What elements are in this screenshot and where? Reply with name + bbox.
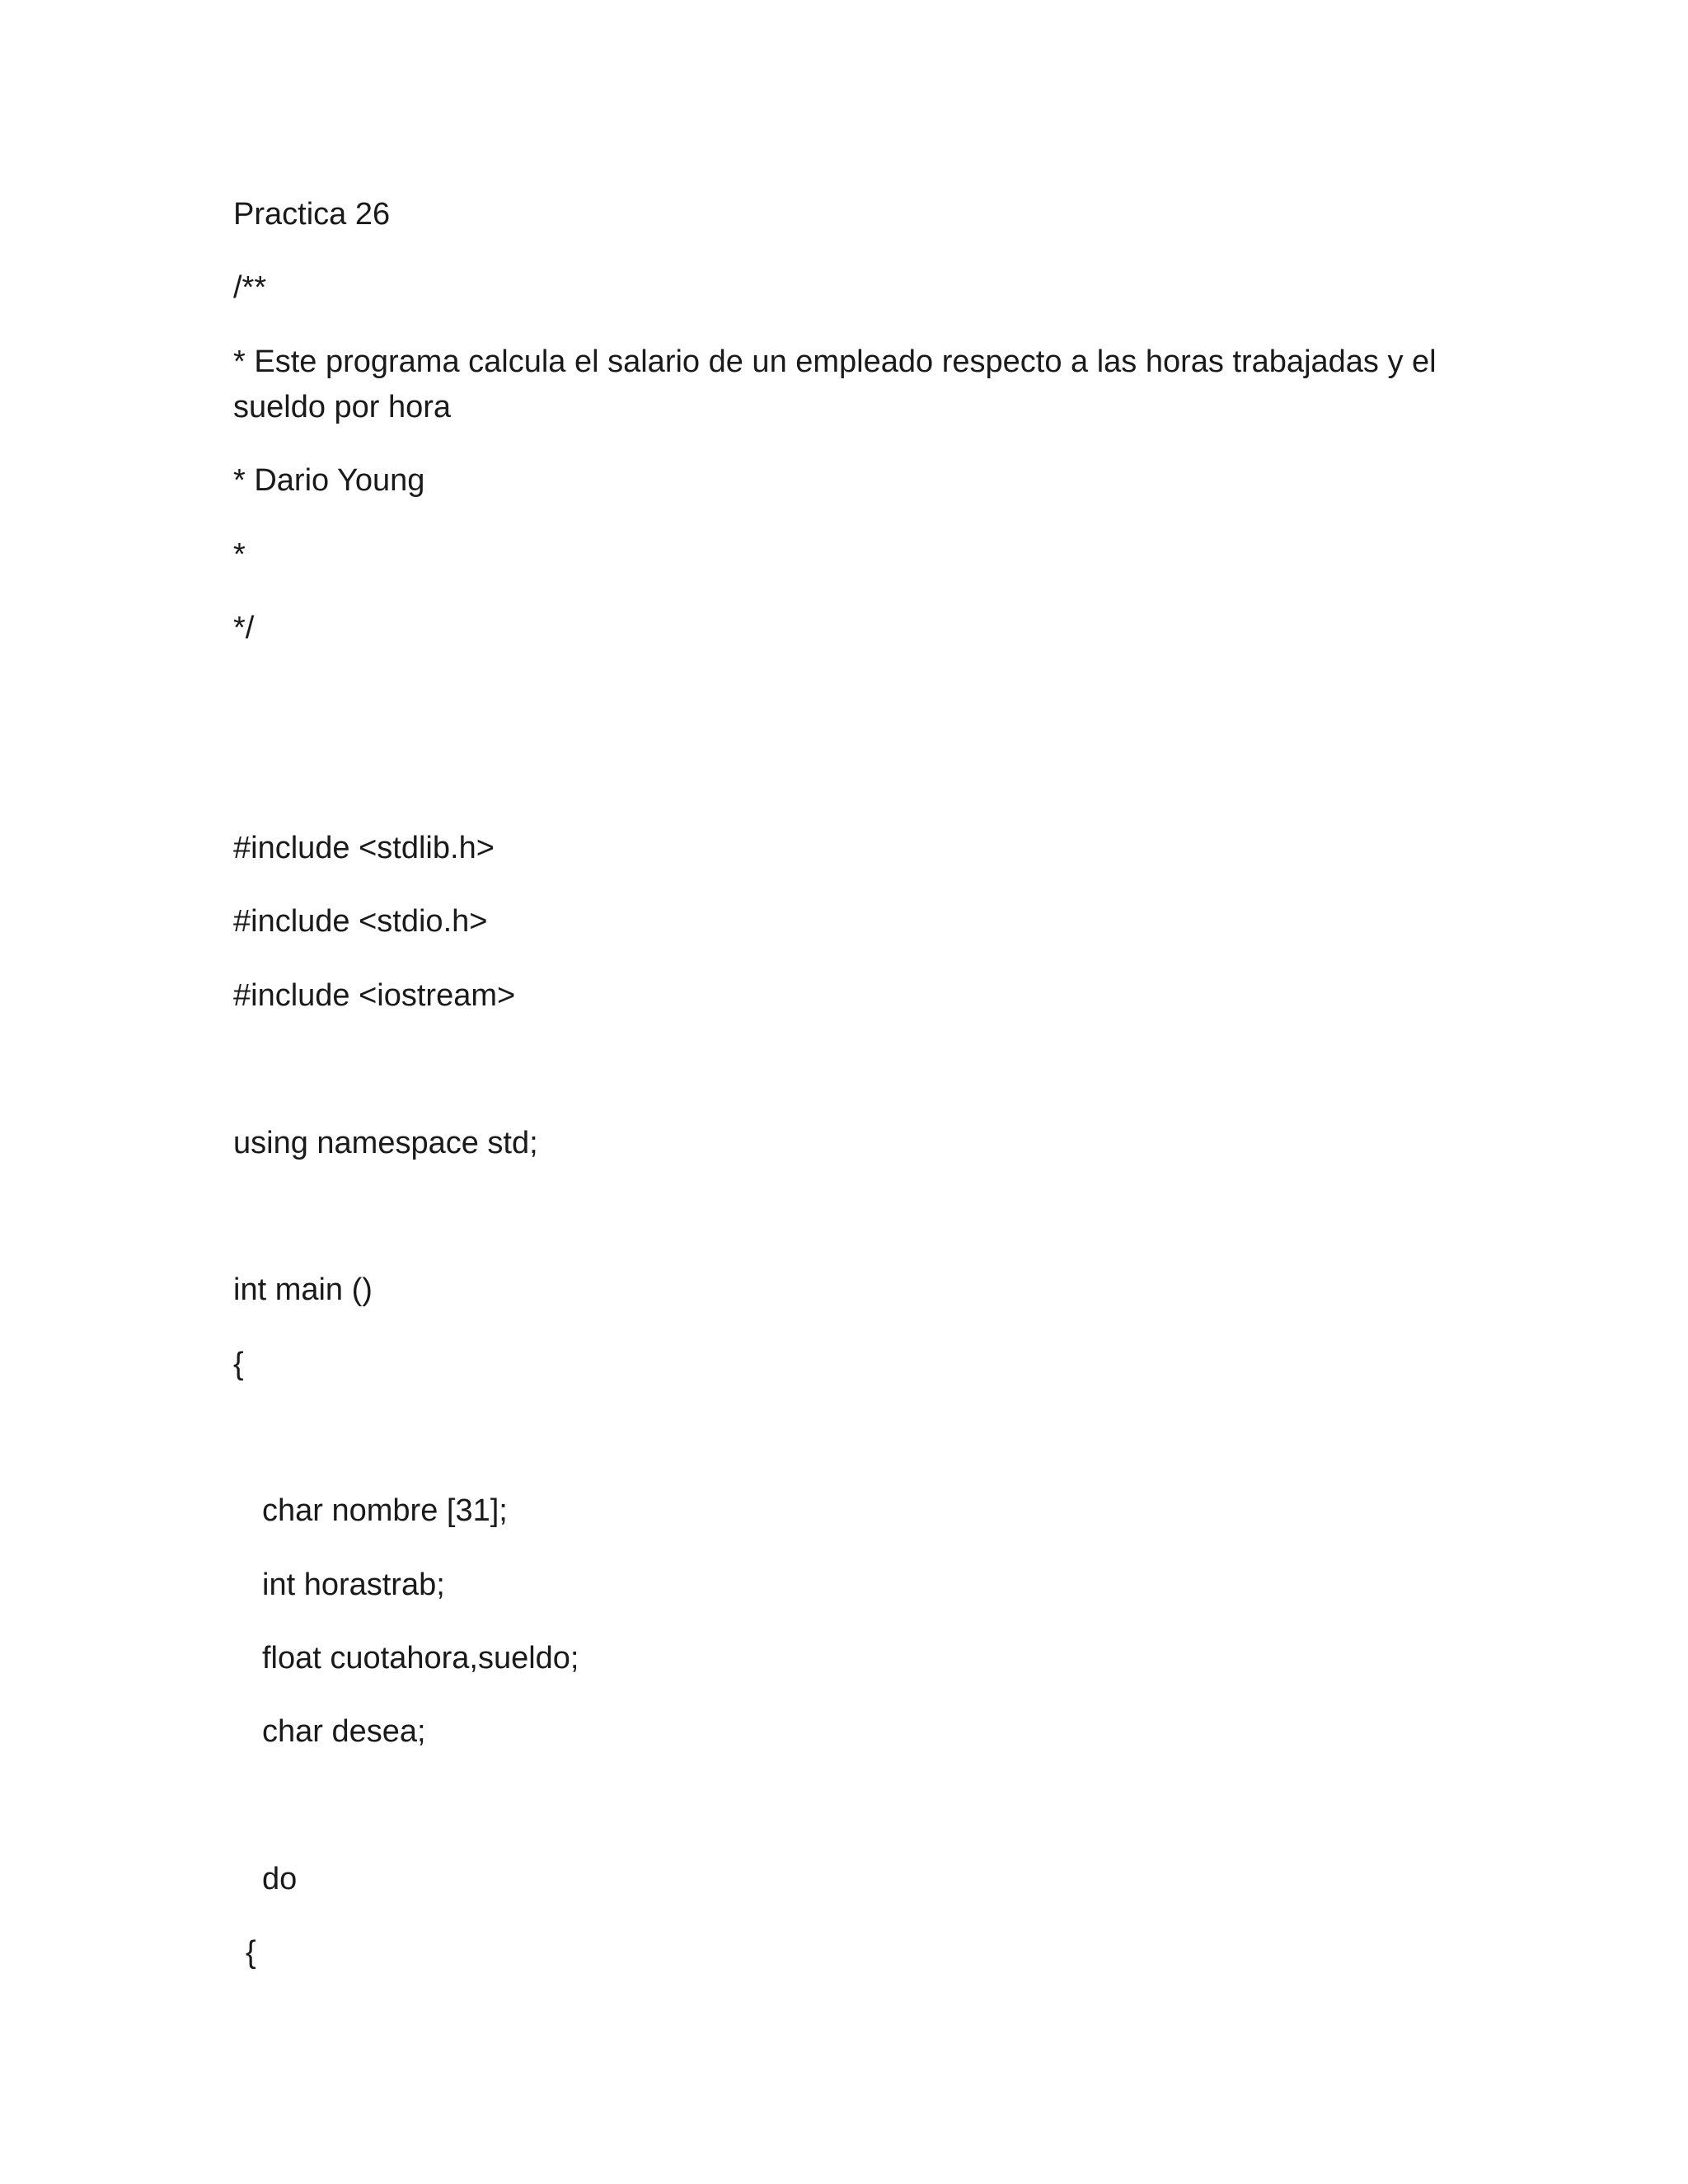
include-stdio: #include <stdio.h> [233,904,488,939]
comment-description-line-1: * Este programa calcula el salario de un empleado respecto a las horas trabajadas y el [233,344,1437,379]
namespace-line: using namespace std; [233,1126,538,1160]
declaration-desea: char desea; [262,1714,426,1749]
include-iostream: #include <iostream> [233,978,516,1013]
declaration-cuotahora-sueldo: float cuotahora,sueldo; [262,1641,579,1675]
comment-description-line-2: sueldo por hora [233,390,452,424]
do-open-brace: { [246,1935,256,1970]
comment-close: */ [233,611,255,645]
document-title: Practica 26 [233,197,391,232]
main-signature: int main () [233,1272,373,1307]
do-keyword: do [262,1862,298,1896]
include-stdlib: #include <stdlib.h> [233,831,495,865]
comment-open: /** [233,270,267,305]
main-open-brace: { [233,1347,244,1381]
declaration-nombre: char nombre [31]; [262,1493,508,1528]
comment-author: * Dario Young [233,463,425,498]
declaration-horastrab: int horastrab; [262,1568,445,1602]
comment-blank-star: * [233,537,246,572]
